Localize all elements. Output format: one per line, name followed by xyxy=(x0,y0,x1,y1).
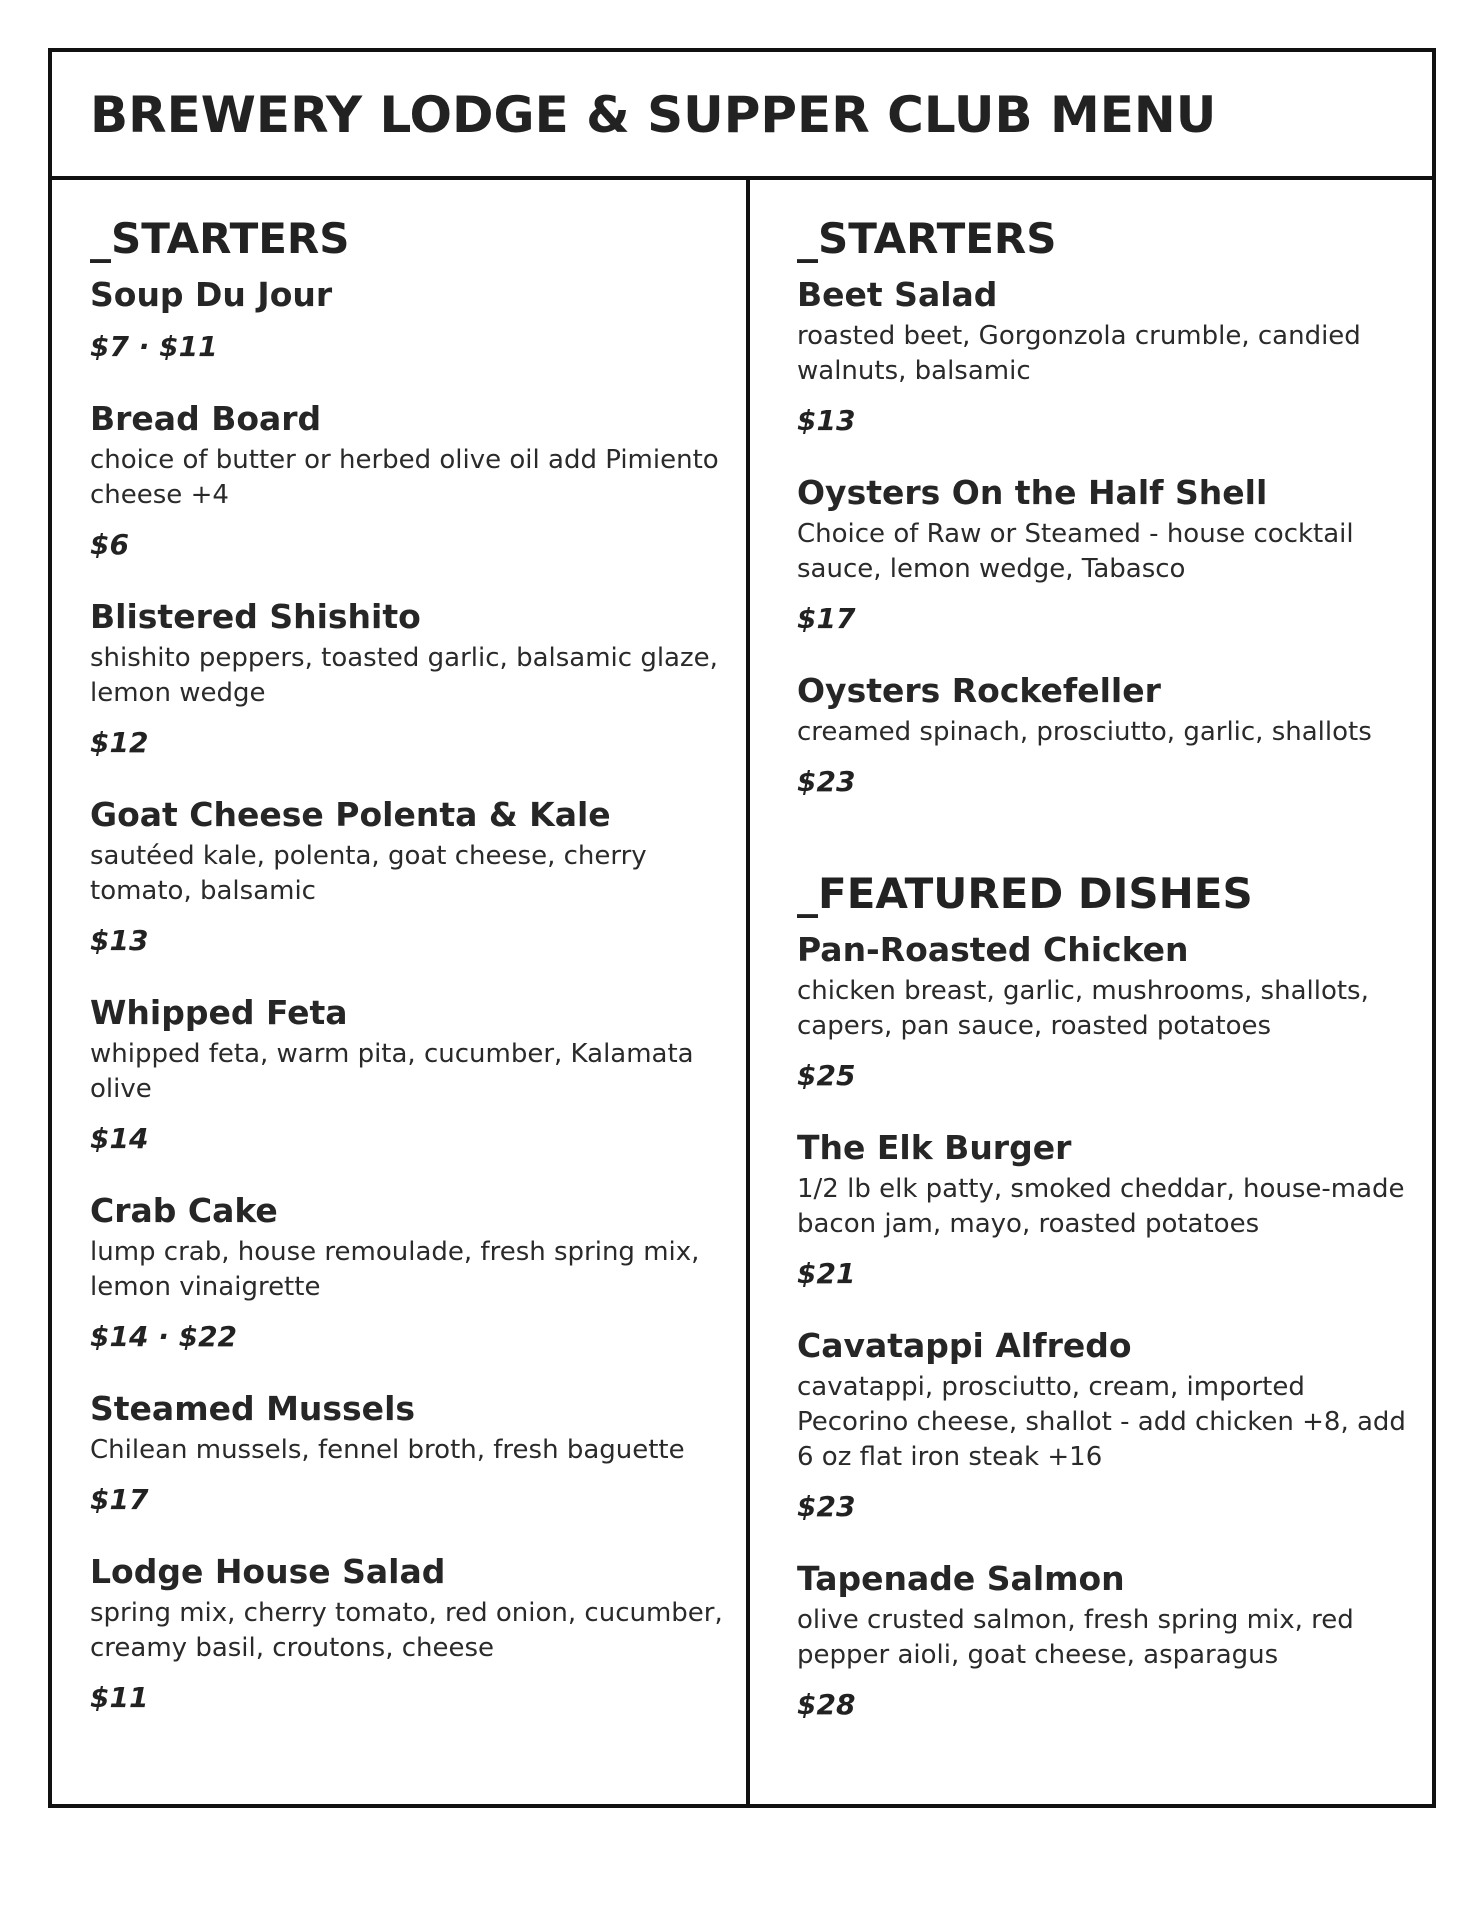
item-price: $13 xyxy=(90,924,149,957)
item-price: $23 xyxy=(797,765,856,798)
item-name: Soup Du Jour xyxy=(90,275,333,314)
item-price: $11 xyxy=(90,1681,149,1714)
item-description: spring mix, cherry tomato, red onion, cucumber, creamy basil, croutons, cheese xyxy=(90,1598,723,1663)
menu-item xyxy=(797,473,1407,637)
item-name: Cavatappi Alfredo xyxy=(797,1326,1132,1365)
menu-item xyxy=(90,795,730,959)
menu-item xyxy=(90,597,730,761)
item-price: $17 xyxy=(797,602,856,635)
menu-item xyxy=(797,1128,1407,1292)
menu-item xyxy=(797,275,1407,439)
item-price: $13 xyxy=(797,404,856,437)
item-description: roasted beet, Gorgonzola crumble, candied walnuts, balsamic xyxy=(797,321,1361,386)
item-name: Blistered Shishito xyxy=(90,597,421,636)
section-title-starters: _STARTERS xyxy=(90,214,350,263)
item-price: $21 xyxy=(797,1257,856,1290)
item-description: sautéed kale, polenta, goat cheese, cherry tomato, balsamic xyxy=(90,841,647,906)
menu-item xyxy=(797,930,1407,1094)
item-name: Bread Board xyxy=(90,399,322,438)
menu-item xyxy=(797,1326,1407,1525)
item-price: $23 xyxy=(797,1490,856,1523)
item-name: Goat Cheese Polenta & Kale xyxy=(90,795,611,834)
item-description: lump crab, house remoulade, fresh spring mix, lemon vinaigrette xyxy=(90,1237,700,1302)
menu-title: BREWERY LODGE & SUPPER CLUB MENU xyxy=(90,86,1217,144)
item-name: Oysters On the Half Shell xyxy=(797,473,1268,512)
menu-item xyxy=(797,1559,1407,1723)
item-price: $25 xyxy=(797,1059,856,1092)
item-name: Crab Cake xyxy=(90,1191,278,1230)
item-name: Tapenade Salmon xyxy=(797,1559,1125,1598)
menu-item xyxy=(90,1191,730,1355)
item-description: olive crusted salmon, fresh spring mix, red pepper aioli, goat cheese, asparagus xyxy=(797,1605,1354,1670)
item-description: choice of butter or herbed olive oil add Pimiento cheese +4 xyxy=(90,445,719,510)
menu-item xyxy=(90,1389,730,1518)
menu-item xyxy=(90,399,730,563)
left-column xyxy=(90,176,730,1716)
menu-header xyxy=(52,52,1432,180)
section-title-featured-dishes: _FEATURED DISHES xyxy=(797,869,1253,918)
item-name: The Elk Burger xyxy=(797,1128,1072,1167)
item-price: $6 xyxy=(90,528,129,561)
right-column xyxy=(797,176,1407,1723)
item-price: $14 xyxy=(90,1122,149,1155)
item-name: Whipped Feta xyxy=(90,993,348,1032)
item-name: Beet Salad xyxy=(797,275,998,314)
item-description: chicken breast, garlic, mushrooms, shallots, capers, pan sauce, roasted potatoes xyxy=(797,976,1369,1041)
menu-item xyxy=(90,993,730,1157)
item-name: Lodge House Salad xyxy=(90,1552,446,1591)
section-title-starters: _STARTERS xyxy=(797,214,1057,263)
menu-item xyxy=(797,671,1407,800)
item-price: $17 xyxy=(90,1483,149,1516)
item-description: Chilean mussels, fennel broth, fresh baguette xyxy=(90,1435,685,1465)
item-description: shishito peppers, toasted garlic, balsamic glaze, lemon wedge xyxy=(90,643,718,708)
item-name: Steamed Mussels xyxy=(90,1389,416,1428)
item-description: cavatappi, prosciutto, cream, imported Pecorino cheese, shallot - add chicken +8, add 6 oz flat iron steak +16 xyxy=(797,1372,1406,1472)
item-price: $14 · $22 xyxy=(90,1320,238,1353)
item-name: Oysters Rockefeller xyxy=(797,671,1161,710)
item-price: $12 xyxy=(90,726,149,759)
menu-item xyxy=(90,1552,730,1716)
item-price: $28 xyxy=(797,1688,856,1721)
item-description: 1/2 lb elk patty, smoked cheddar, house-made bacon jam, mayo, roasted potatoes xyxy=(797,1174,1405,1239)
menu-item xyxy=(90,275,730,365)
menu-frame xyxy=(48,48,1436,1808)
item-price: $7 · $11 xyxy=(90,330,218,363)
item-description: Choice of Raw or Steamed - house cocktail sauce, lemon wedge, Tabasco xyxy=(797,519,1354,584)
item-name: Pan-Roasted Chicken xyxy=(797,930,1189,969)
column-divider xyxy=(746,176,750,1808)
item-description: creamed spinach, prosciutto, garlic, shallots xyxy=(797,717,1372,747)
item-description: whipped feta, warm pita, cucumber, Kalamata olive xyxy=(90,1039,694,1104)
